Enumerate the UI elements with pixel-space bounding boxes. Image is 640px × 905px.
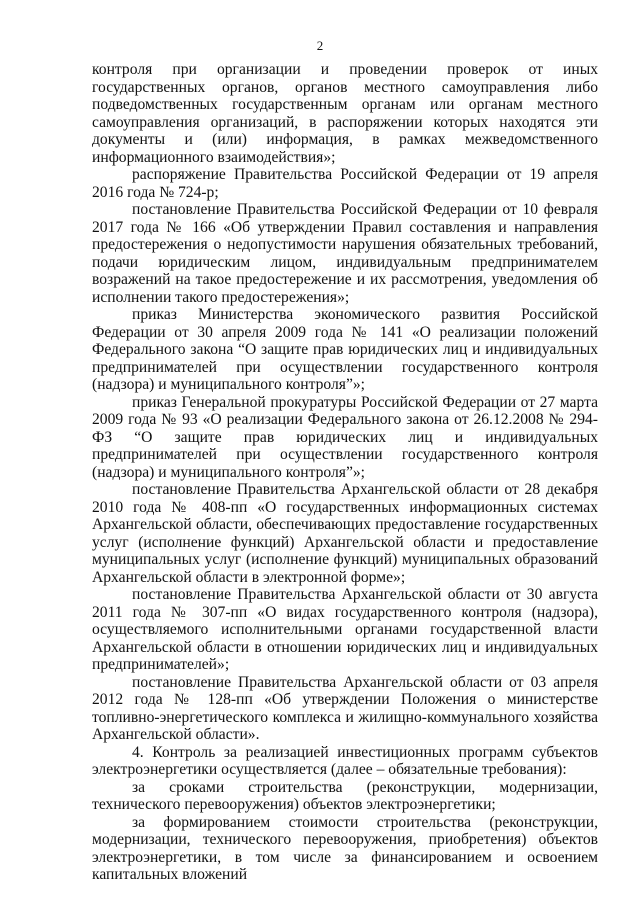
paragraph-continuation: контроля при организации и проведении проверок от иных государственных органов, органов местного самоуправления либо подведомственных государственным органам или органам местного самоуправления организаций, в распоряжении которых находятся эти документы и (или) информация, в рамках межведомственного информационного взаимодействия»; (92, 61, 598, 166)
paragraph-resolution-408-pp: постановление Правительства Архангельской области от 28 декабря 2010 года № 408-пп «О государственных информационных системах Архангельской области, обеспечивающих предоставление государственных услуг (исполнение функций) Архангельской области и предоставление муниципальных услуг (исполнение функций) муниципальных образований Архангельской области в электронной форме»; (92, 481, 598, 586)
paragraph-section-4: 4. Контроль за реализацией инвестиционных программ субъектов электроэнергетики осуществляется (далее – обязательные требования): (92, 743, 598, 778)
paragraph-construction-terms: за сроками строительства (реконструкции, модернизации, технического перевооружения) объектов электроэнергетики; (92, 778, 598, 813)
paragraph-resolution-128-pp: постановление Правительства Архангельской области от 03 апреля 2012 года № 128-пп «Об утверждении Положения о министерстве топливно-энергетического комплекса и жилищно-коммунального хозяйства Архангельской области». (92, 673, 598, 743)
document-body (92, 61, 598, 884)
paragraph-resolution-166: постановление Правительства Российской Федерации от 10 февраля 2017 года № 166 «Об утверждении Правил составления и направления предостережения о недопустимости нарушения обязательных требований, подачи юридическим лицом, индивидуальным предпринимателем возражений на такое предостережение и их рассмотрения, уведомления об исполнении такого предостережения»; (92, 201, 598, 306)
paragraph-construction-cost: за формированием стоимости строительства (реконструкции, модернизации, технического перевооружения, приобретения) объектов электроэнергетики, в том числе за финансированием и освоением капитальных вложений (92, 813, 598, 883)
paragraph-government-order-724: распоряжение Правительства Российской Федерации от 19 апреля 2016 года № 724-р; (92, 166, 598, 201)
page-number: 2 (316, 38, 324, 53)
paragraph-prosecutor-order-93: приказ Генеральной прокуратуры Российской Федерации от 27 марта 2009 года № 93 «О реализации Федерального закона от 26.12.2008 № 294-ФЗ “О защите прав юридических лиц и индивидуальных предпринимателей при осуществлении государственного контроля (надзора) и муниципального контроля”»; (92, 393, 598, 481)
paragraph-resolution-307-pp: постановление Правительства Архангельской области от 30 августа 2011 года № 307-пп «О видах государственного контроля (надзора), осуществляемого исполнительными органами государственной власти Архангельской области в отношении юридических лиц и индивидуальных предпринимателей»; (92, 586, 598, 673)
paragraph-ministry-order-141: приказ Министерства экономического развития Российской Федерации от 30 апреля 2009 года № 141 «О реализации положений Федерального закона “О защите прав юридических лиц и индивидуальных предпринимателей при осуществлении государственного контроля (надзора) и муниципального контроля”»; (92, 306, 598, 393)
